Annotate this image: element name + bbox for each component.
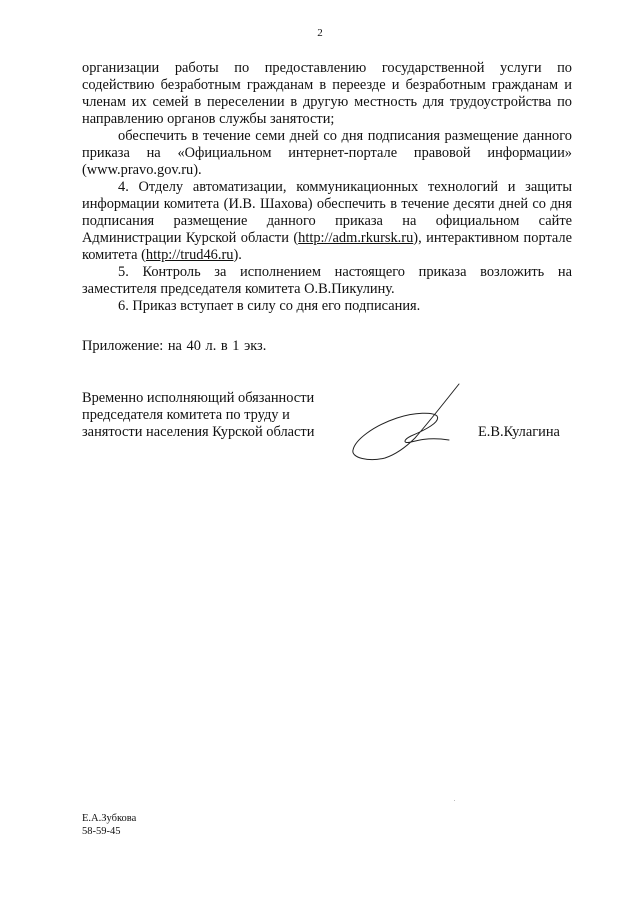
signer-name: Е.В.Кулагина [478,424,560,440]
signer-position-line: занятости населения Курской области [82,424,315,440]
paragraph-text: ), интерактивном портале комитета ( [82,230,572,263]
executor-name: Е.А.Зубкова [82,813,137,824]
paragraph-text: организации работы по предоставлению государственной услуги по содействию безработным гражданам в переезде и безработным гражданам и членам их семей в переселении в другую местность для трудоустройства по направлению органов службы занятости; [82,60,572,127]
executor-footer [82,812,136,838]
order-body-text [82,60,572,315]
paragraph-text: обеспечить в течение семи дней со дня подписания размещение данного приказа на «Официальном интернет-портале правовой информации» (www.pravo.gov.ru). [82,128,572,178]
website-link[interactable]: http://trud46.ru [145,247,234,263]
scan-speck [454,800,455,801]
paragraph-text: 5. Контроль за исполнением настоящего приказа возложить на заместителя председателя комитета О.В.Пикулину. [82,264,572,297]
paragraph [82,128,572,179]
signer-position-line: Временно исполняющий обязанности [82,390,315,406]
paragraph-text: 6. Приказ вступает в силу со дня его подписания. [118,298,421,314]
attachment-note: Приложение: на 40 л. в 1 экз. [82,338,267,354]
paragraph [82,179,572,264]
page-number: 2 [317,27,323,39]
paragraph-text: 4. Отделу автоматизации, коммуникационных технологий и защиты информации комитета (И.В. Шахова) обеспечить в течение десяти дней со дня подписания размещение данного приказа на официальном сайте Администрации Курской области ( [82,179,572,246]
executor-phone: 58-59-45 [82,826,121,837]
signer-position-line: председателя комитета по труду и [82,407,290,423]
paragraph [82,298,572,315]
handwritten-signature [345,382,465,462]
signer-position [82,390,314,441]
paragraph [82,264,572,298]
website-link[interactable]: http://adm.rkursk.ru [298,230,414,246]
paragraph [82,60,572,128]
paragraph-text: ). [233,247,242,263]
